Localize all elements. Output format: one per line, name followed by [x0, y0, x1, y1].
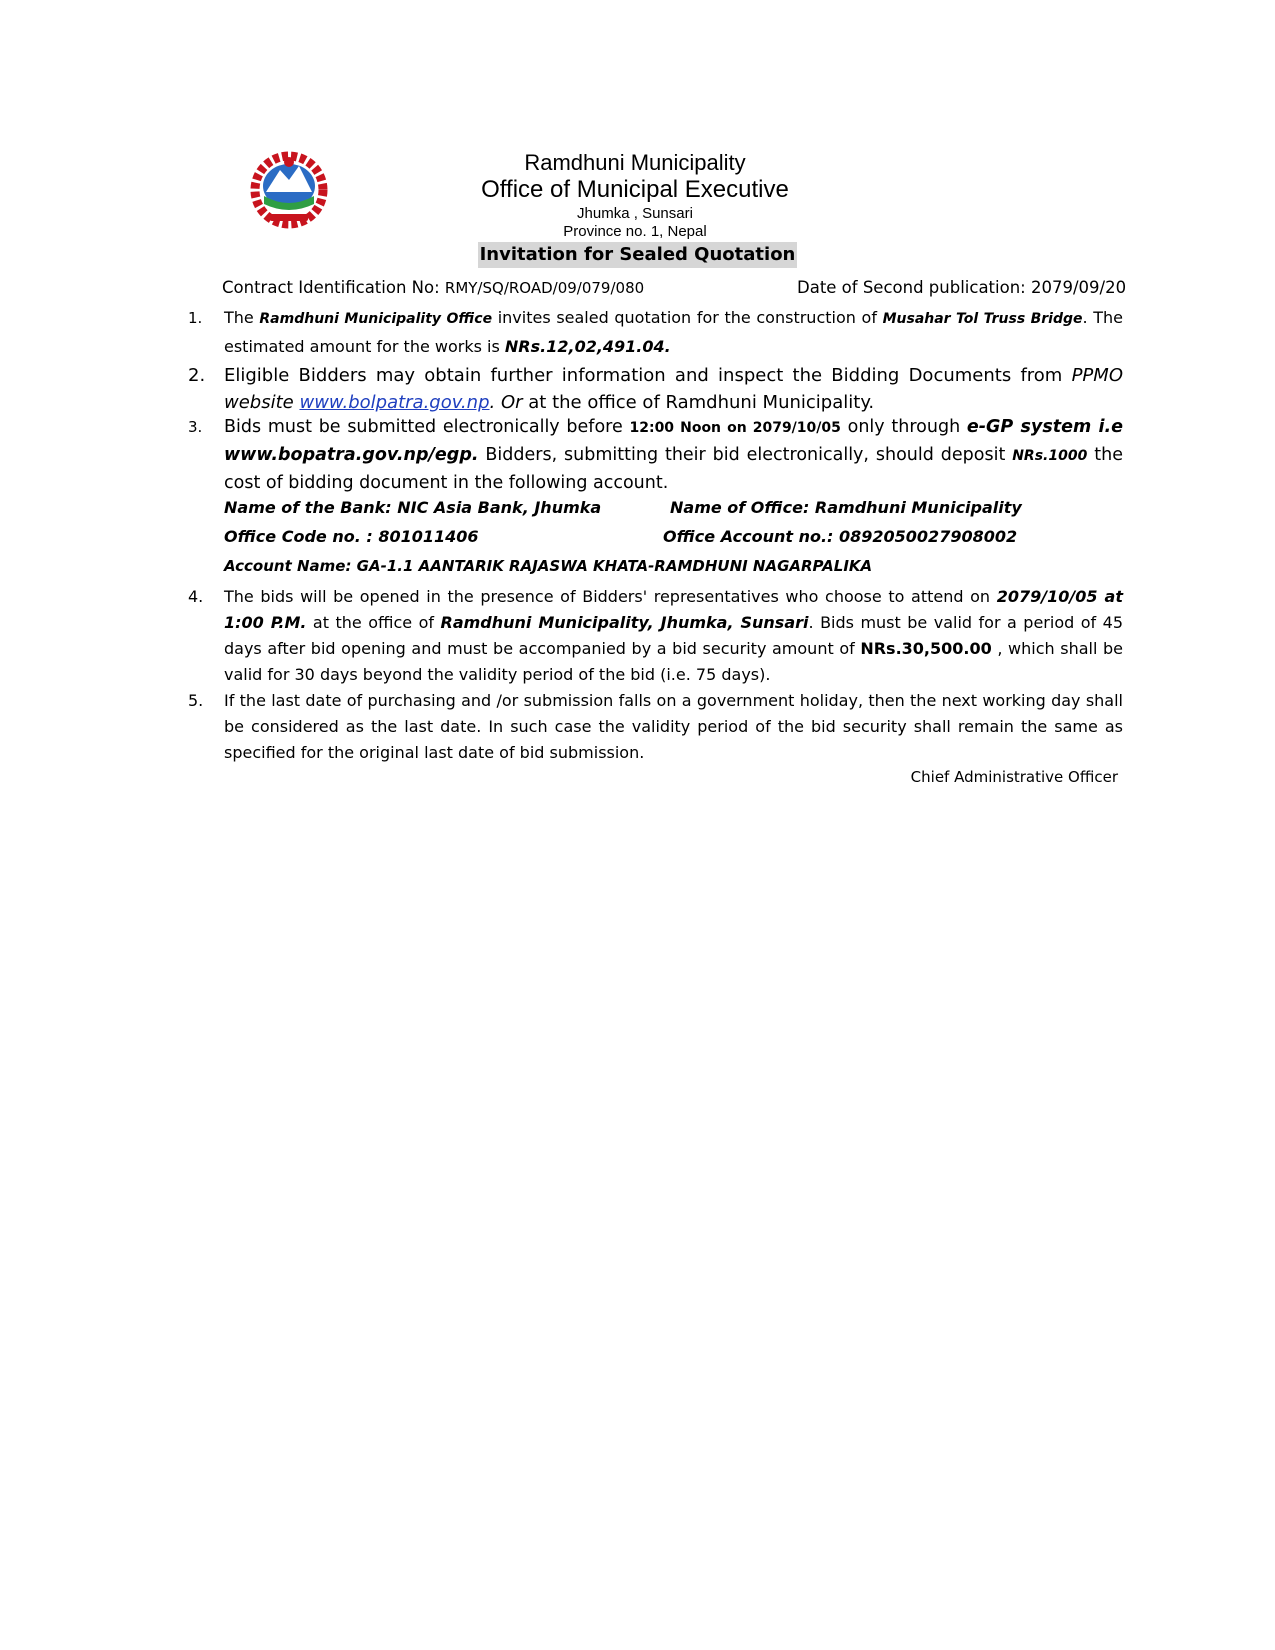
contract-id: [222, 278, 644, 297]
clause-5: [188, 688, 1123, 766]
publication-date: Date of Second publication: 2079/09/20: [797, 278, 1127, 297]
submission-deadline: 12:00 Noon on 2079/10/05: [629, 420, 841, 436]
text-run: . The estimated amount for the works is: [224, 308, 1124, 356]
clause-text: If the last date of purchasing and /or submission falls on a government holiday, then the next working day shall be considered as the last date. In such case the validity period of the bid security shall remain the same as specified for the original last date of bid submission.: [224, 691, 1123, 762]
estimated-amount: NRs.12,02,491.04.: [504, 337, 671, 356]
office-location: Jhumka , Sunsari: [577, 205, 693, 222]
text-run: at the office of Ramdhuni Municipality.: [522, 392, 875, 413]
document-title: Invitation for Sealed Quotation: [478, 242, 798, 268]
project-name: Musahar Tol Truss Bridge: [882, 311, 1083, 327]
text-run: . Bids must be valid for a period of 45 days after bid opening and must be accompanied by a bid security amount of: [224, 613, 1124, 658]
office-name-ref: Ramdhuni Municipality Office: [259, 311, 493, 327]
text-run: at the office of: [306, 613, 441, 632]
text-run: The: [224, 308, 260, 327]
bolpatra-link[interactable]: www.bolpatra.gov.np: [299, 392, 490, 413]
office-account-no: Office Account no.: 0892050027908002: [663, 527, 1018, 546]
text-run: Bids must be submitted electronically before: [224, 417, 630, 437]
text-run: The bids will be opened in the presence of Bidders' representatives who choose to attend on: [224, 587, 997, 606]
text-run: invites sealed quotation for the construction of: [492, 308, 883, 327]
clause-1: [188, 304, 1123, 361]
contract-label: Contract Identification No:: [222, 278, 445, 297]
title-block: [0, 242, 1275, 268]
clause-number: 4.: [188, 587, 204, 606]
text-run: Bidders, submitting their bid electronically, should deposit: [478, 445, 1013, 465]
signatory-title: Chief Administrative Officer: [910, 768, 1118, 786]
office-code: Office Code no. : 801011406: [224, 527, 479, 546]
document-fee: NRs.1000: [1012, 448, 1088, 464]
clause-number: 1.: [188, 309, 203, 327]
opening-date: 2079/10/05 at 1:00 P.M.: [224, 587, 1124, 632]
clause-text: [224, 304, 1123, 361]
account-name: Account Name: GA-1.1 AANTARIK RAJASWA KHATA-RAMDHUNI NAGARPALIKA: [224, 557, 873, 575]
nepal-emblem-icon: [244, 150, 334, 230]
egp-system: e-GP system i.e www.bopatra.gov.np/egp.: [224, 417, 1124, 465]
text-run: Eligible Bidders may obtain further information and inspect the Bidding Documents from: [224, 365, 1072, 386]
bank-name: Name of the Bank: NIC Asia Bank, Jhumka: [224, 498, 602, 517]
clause-text: [224, 362, 1123, 416]
clause-2: [188, 362, 1123, 416]
clause-3: [188, 414, 1123, 497]
text-run: the cost of bidding document in the following account.: [224, 445, 1123, 493]
or-label: Or: [500, 392, 523, 413]
clause-number: 5.: [188, 691, 204, 710]
office-name: Office of Municipal Executive: [481, 176, 789, 203]
text-run: , which shall be valid for 30 days beyond the validity period of the bid (i.e. 75 days).: [224, 639, 1123, 684]
text-run: .: [489, 392, 501, 413]
clause-number: 3.: [188, 418, 203, 436]
clause-text: [224, 414, 1123, 497]
text-run: only through: [840, 417, 967, 437]
contract-number: RMY/SQ/ROAD/09/079/080: [444, 279, 645, 297]
office-name-bank: Name of Office: Ramdhuni Municipality: [670, 498, 1022, 517]
clause-number: 2.: [188, 365, 206, 386]
office-province: Province no. 1, Nepal: [563, 223, 707, 240]
municipality-name: Ramdhuni Municipality: [524, 150, 746, 175]
clause-text: [224, 584, 1123, 688]
clause-4: [188, 584, 1123, 688]
bid-security-amount: NRs.30,500.00: [860, 639, 992, 658]
opening-place: Ramdhuni Municipality, Jhumka, Sunsari: [440, 613, 809, 632]
ppmo-label: PPMO website: [224, 365, 1123, 413]
